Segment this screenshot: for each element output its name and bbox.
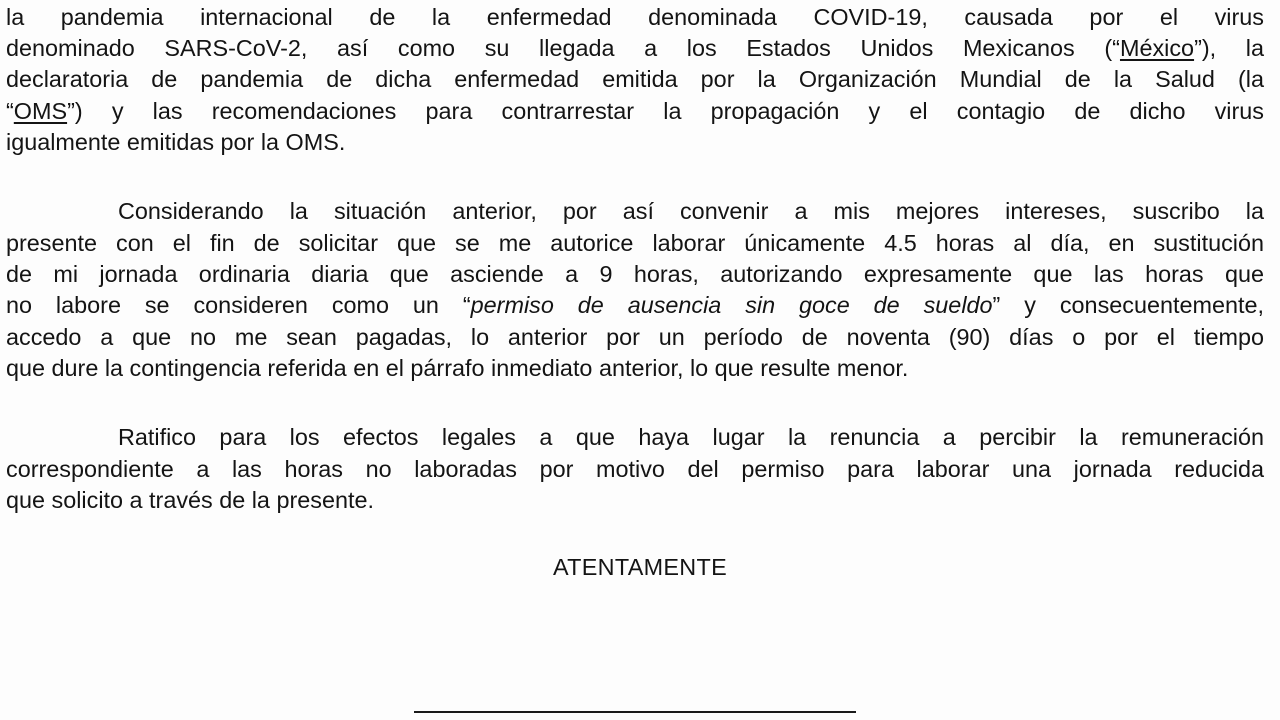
text-span: denominado SARS-CoV-2, así como su llegada a los Estados Unidos Mexicanos (“ [6, 35, 1120, 61]
closing-salutation: ATENTAMENTE [553, 554, 727, 580]
paragraph-line: accedo a que no me sean pagadas, lo anterior por un período de noventa (90) días o por el tiempo [6, 324, 1264, 350]
text-span: ”), la [1194, 35, 1264, 61]
defined-term-oms: OMS [13, 98, 68, 124]
paragraph-line: igualmente emitidas por la OMS. [6, 129, 346, 155]
paragraph-line: declaratoria de pandemia de dicha enfermedad emitida por la Organización Mundial de la Salud (la [6, 66, 1264, 92]
paragraph-line: Considerando la situación anterior, por así convenir a mis mejores intereses, suscribo la [118, 198, 1264, 224]
paragraph-line [6, 33, 1264, 64]
signature-line [414, 711, 856, 713]
text-span: ” y consecuentemente, [992, 292, 1265, 318]
defined-term-mexico: México [1119, 35, 1195, 61]
paragraph-line: la pandemia internacional de la enfermedad denominada COVID-19, causada por el virus [6, 4, 1264, 30]
paragraph-line: presente con el fin de solicitar que se me autorice laborar únicamente 4.5 horas al día, en sustitución [6, 230, 1264, 256]
text-span: no labore se consideren como un “ [6, 292, 471, 318]
text-span: ”) y las recomendaciones para contrarrestar la propagación y el contagio de dicho virus [67, 98, 1264, 124]
paragraph-line: correspondiente a las horas no laboradas por motivo del permiso para laborar una jornada reducida [6, 456, 1264, 482]
text-span: “ [6, 98, 14, 124]
paragraph-line: que solicito a través de la presente. [6, 487, 374, 513]
paragraph-line: que dure la contingencia referida en el párrafo inmediato anterior, lo que resulte menor. [6, 355, 909, 381]
paragraph-line: de mi jornada ordinaria diaria que asciende a 9 horas, autorizando expresamente que las horas que [6, 261, 1264, 287]
paragraph-line: Ratifico para los efectos legales a que haya lugar la renuncia a percibir la remuneración [118, 424, 1264, 450]
paragraph-line [6, 96, 1264, 127]
paragraph-line [6, 290, 1264, 321]
italic-term: permiso de ausencia sin goce de sueldo [470, 292, 993, 318]
